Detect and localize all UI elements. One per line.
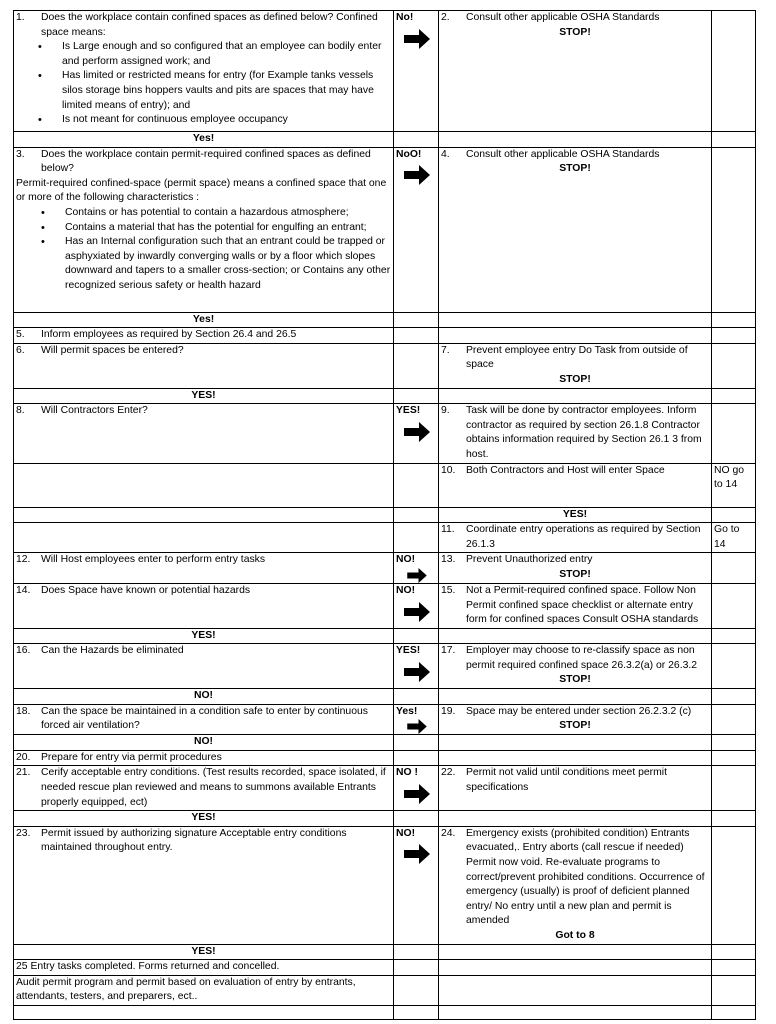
- out19-text: Space may be entered under section 26.2.3.2 (c): [466, 705, 692, 717]
- row-q14: [14, 583, 756, 628]
- row-q21: [14, 766, 756, 811]
- empty-cell: [712, 944, 756, 960]
- out2-text: Consult other applicable OSHA Standards: [466, 12, 660, 23]
- yes23-label: YES!: [14, 944, 394, 960]
- empty-cell: [712, 975, 756, 1005]
- right-arrow-icon: [404, 29, 430, 49]
- empty-cell: [712, 1005, 756, 1019]
- empty-cell: [712, 343, 756, 388]
- out19-stop: STOP!: [559, 720, 591, 732]
- q23-text: Permit issued by authorizing signature Acceptable entry conditions maintained throughout entry.: [41, 827, 347, 854]
- empty-cell: [712, 147, 756, 312]
- empty-cell: [439, 944, 712, 960]
- right-arrow-icon: [404, 568, 430, 583]
- q14-number: 14.: [16, 584, 31, 596]
- yes14-label: YES!: [14, 628, 394, 644]
- q10-number: 10.: [441, 464, 456, 476]
- q3-outcome-cell: [439, 147, 712, 312]
- out15-number: 15.: [441, 584, 456, 596]
- row-q3: [14, 147, 756, 312]
- out17-text: Employer may choose to re-classify space as non permit required confined space 26.3.2(a) or 26.3.2: [466, 645, 698, 671]
- empty-cell: [394, 463, 439, 507]
- empty-cell: [712, 960, 756, 976]
- empty-cell: [712, 704, 756, 735]
- empty-cell: [712, 11, 756, 132]
- q3-text: Does the workplace contain permit-required confined spaces as defined below?: [41, 148, 371, 175]
- q6-text: Will permit spaces be entered?: [41, 344, 184, 356]
- out4-text: Consult other applicable OSHA Standards: [466, 148, 660, 160]
- right-arrow-icon: [404, 422, 430, 442]
- q3-bullet-list: [16, 206, 391, 294]
- q3-bullet: • Contains a material that has the potential for engulfing an entrant;: [65, 221, 391, 236]
- q3-cell: [14, 147, 394, 312]
- right-arrow-icon: [404, 662, 430, 682]
- empty-cell: [394, 960, 439, 976]
- q8-text: Will Contractors Enter?: [41, 405, 148, 417]
- q16-text: Can the Hazards be eliminated: [41, 645, 184, 657]
- empty-cell: [439, 975, 712, 1005]
- row-audit: [14, 975, 756, 1005]
- empty-cell: [394, 811, 439, 827]
- out15-text: Not a Permit-required confined space. Follow Non Permit confined space checklist or alternate entry form for confined spaces Consult OSHA standards: [466, 584, 699, 626]
- empty-cell: [14, 507, 394, 523]
- out13-number: 13.: [441, 554, 456, 566]
- q21-decision: NO !: [396, 767, 418, 779]
- q1-cell: [14, 11, 394, 132]
- right-arrow-icon: [404, 165, 430, 185]
- q3-decision-cell: [394, 147, 439, 312]
- out19-number: 19.: [441, 705, 456, 717]
- out2-stop: STOP!: [559, 26, 591, 38]
- out13-text: Prevent Unauthorized entry: [466, 554, 593, 566]
- confined-space-flowchart-table: [13, 10, 756, 1020]
- yes6-label: YES!: [14, 388, 394, 404]
- q16-number: 16.: [16, 645, 31, 657]
- q12-number: 12.: [16, 554, 31, 566]
- empty-cell: [439, 628, 712, 644]
- empty-cell: [439, 328, 712, 344]
- empty-cell: [394, 944, 439, 960]
- q3-definition: Permit-required confined-space (permit space) means a confined space that one or more of the following characteristics :: [16, 177, 387, 204]
- q1-text: Does the workplace contain confined spaces as defined below? Confined space means:: [41, 12, 378, 38]
- empty-cell: [14, 463, 394, 507]
- row-q11: [14, 523, 756, 553]
- empty-cell: [712, 328, 756, 344]
- q1-bullet: • Is Large enough and so configured that an employee can bodily enter and perform assigned work; and: [62, 40, 391, 69]
- empty-cell: [394, 1005, 439, 1019]
- empty-cell: [439, 312, 712, 328]
- out22-number: 22.: [441, 767, 456, 779]
- q8-decision: YES!: [396, 405, 421, 417]
- q1-decision-cell: [394, 11, 439, 132]
- empty-cell: [14, 1005, 394, 1019]
- q11-side-note: Go to 14: [712, 523, 756, 553]
- q25-text: 25 Entry tasks completed. Forms returned and concelled.: [14, 960, 394, 976]
- empty-cell: [394, 689, 439, 705]
- empty-cell: [712, 735, 756, 751]
- empty-cell: [394, 388, 439, 404]
- q21-text: Cerify acceptable entry conditions. (Test results recorded, space isolated, if needed rescue plan reviewed and means to summons available Entrants properly equipped, ect): [41, 767, 386, 808]
- empty-cell: [439, 750, 712, 766]
- q21-number: 21.: [16, 767, 31, 779]
- empty-cell: [439, 1005, 712, 1019]
- empty-cell: [712, 553, 756, 584]
- empty-cell: [439, 960, 712, 976]
- out24-number: 24.: [441, 827, 456, 839]
- q12-decision-cell: [394, 553, 439, 584]
- out24-text: Emergency exists (prohibited condition) Entrants evacuated,. Entry aborts (call rescue if needed) Permit now void. Re-evaluate programs to correct/prevent prohibited conditions. Occurrence of emergency (usually) is proof of deficient planned entry/ No entry until a new plan and permit is amended: [466, 827, 705, 927]
- q23-decision: NO!: [396, 827, 416, 839]
- out7-text: Prevent employee entry Do Task from outside of space: [466, 344, 688, 371]
- row-q10: [14, 463, 756, 507]
- q6-number: 6.: [16, 344, 25, 356]
- q1-bullet: • Has limited or restricted means for entry (for Example tanks vessels silos storage bins hoppers vaults and pits are spaces that may have limited means of entry); and: [62, 69, 391, 113]
- no18-label: NO!: [14, 735, 394, 751]
- row-q5: [14, 328, 756, 344]
- q11-number: 11.: [441, 524, 455, 536]
- out7-number: 7.: [441, 344, 450, 356]
- row-q23: [14, 826, 756, 944]
- right-arrow-icon: [404, 784, 430, 804]
- empty-cell: [14, 523, 394, 553]
- q18-decision-cell: [394, 704, 439, 735]
- empty-cell: [712, 689, 756, 705]
- q1-bullet-list: [16, 40, 391, 128]
- empty-cell: [394, 328, 439, 344]
- right-arrow-icon: [404, 844, 430, 864]
- right-arrow-icon: [404, 602, 430, 622]
- empty-cell: [439, 388, 712, 404]
- q3-number: 3.: [16, 148, 25, 160]
- out4-number: 4.: [441, 148, 450, 160]
- q18-decision: Yes!: [396, 705, 418, 717]
- empty-cell: [394, 132, 439, 148]
- empty-cell: [712, 628, 756, 644]
- empty-cell: [712, 132, 756, 148]
- empty-cell: [439, 132, 712, 148]
- empty-cell: [439, 735, 712, 751]
- empty-cell: [712, 388, 756, 404]
- q14-decision-cell: [394, 583, 439, 628]
- empty-cell: [394, 523, 439, 553]
- q11-text: Coordinate entry operations as required by Section 26.1.3: [466, 524, 701, 550]
- q12-text: Will Host employees enter to perform entry tasks: [41, 554, 266, 566]
- row-q16: [14, 644, 756, 689]
- empty-cell: [394, 628, 439, 644]
- q20-text: Prepare for entry via permit procedures: [41, 751, 222, 763]
- q12-decision: NO!: [396, 554, 416, 566]
- empty-cell: [712, 507, 756, 523]
- q14-decision: NO!: [396, 584, 416, 596]
- q6-outcome-cell: [439, 343, 712, 388]
- empty-cell: [439, 689, 712, 705]
- out17-stop: STOP!: [559, 674, 591, 686]
- empty-cell: [394, 735, 439, 751]
- out24-goto: Got to 8: [555, 929, 595, 941]
- row-q18: [14, 704, 756, 735]
- q3-bullet: • Contains or has potential to contain a hazardous atmosphere;: [65, 206, 391, 221]
- row-q12: [14, 553, 756, 584]
- q10-text: Both Contractors and Host will enter Space: [466, 464, 665, 476]
- empty-cell: [712, 583, 756, 628]
- yes3-label: Yes!: [14, 312, 394, 328]
- no16-label: NO!: [14, 689, 394, 705]
- q8-decision-cell: [394, 404, 439, 463]
- q16-decision: YES!: [396, 645, 421, 657]
- empty-cell: [439, 811, 712, 827]
- out13-stop: STOP!: [559, 568, 591, 580]
- q20-number: 20.: [16, 751, 31, 763]
- q16-decision-cell: [394, 644, 439, 689]
- out17-number: 17.: [441, 645, 456, 657]
- out9-text: Task will be done by contractor employees. Inform contractor as required by section 26.1.8 Contractor obtains information required by Section 26.1 3 from host.: [466, 405, 702, 460]
- out7-stop: STOP!: [559, 373, 591, 385]
- q1-number: 1.: [16, 12, 25, 23]
- q10-side-note: NO go to 14: [712, 463, 756, 507]
- q14-text: Does Space have known or potential hazards: [41, 584, 251, 596]
- empty-cell: [394, 343, 439, 388]
- q3-bullet: • Has an Internal configuration such that an entrant could be trapped or asphyxiated by inwardly converging walls or by a floor which slopes downward and tapers to a smaller cross-section; or Contains any other recognized serious safety or health hazard: [65, 235, 391, 293]
- out4-stop: STOP!: [559, 163, 591, 175]
- row-q20: [14, 750, 756, 766]
- right-arrow-icon: [404, 719, 430, 734]
- q23-number: 23.: [16, 827, 31, 839]
- q21-decision-cell: [394, 766, 439, 811]
- row-q6: [14, 343, 756, 388]
- row-q25: [14, 960, 756, 976]
- row-q1: [14, 11, 756, 132]
- empty-cell: [712, 644, 756, 689]
- empty-cell: [712, 750, 756, 766]
- empty-cell: [712, 312, 756, 328]
- empty-cell: [394, 312, 439, 328]
- q8-number: 8.: [16, 405, 25, 417]
- out22-text: Permit not valid until conditions meet permit specifications: [466, 767, 667, 794]
- out2-number: 2.: [441, 12, 450, 23]
- empty-cell: [712, 404, 756, 463]
- empty-cell: [394, 975, 439, 1005]
- audit-text: Audit permit program and permit based on evaluation of entry by entrants, attendants, testers, and preparers, ect..: [14, 975, 394, 1005]
- q23-decision-cell: [394, 826, 439, 944]
- row-q8: [14, 404, 756, 463]
- q18-text: Can the space be maintained in a condition safe to enter by continuous forced air ventilation?: [41, 705, 368, 732]
- q1-outcome-cell: [439, 11, 712, 132]
- empty-cell: [712, 811, 756, 827]
- empty-cell: [394, 507, 439, 523]
- yes1-label: Yes!: [14, 132, 394, 148]
- q1-decision: No!: [396, 12, 414, 23]
- empty-cell: [394, 750, 439, 766]
- empty-cell: [712, 766, 756, 811]
- yes21-label: YES!: [14, 811, 394, 827]
- yes10-label: YES!: [439, 507, 712, 523]
- q3-decision: NoO!: [396, 148, 422, 160]
- empty-cell: [712, 826, 756, 944]
- q5-text: Inform employees as required by Section 26.4 and 26.5: [41, 329, 297, 341]
- q5-number: 5.: [16, 329, 25, 341]
- q18-number: 18.: [16, 705, 31, 717]
- out9-number: 9.: [441, 405, 450, 417]
- q1-bullet: • Is not meant for continuous employee occupancy: [62, 113, 391, 128]
